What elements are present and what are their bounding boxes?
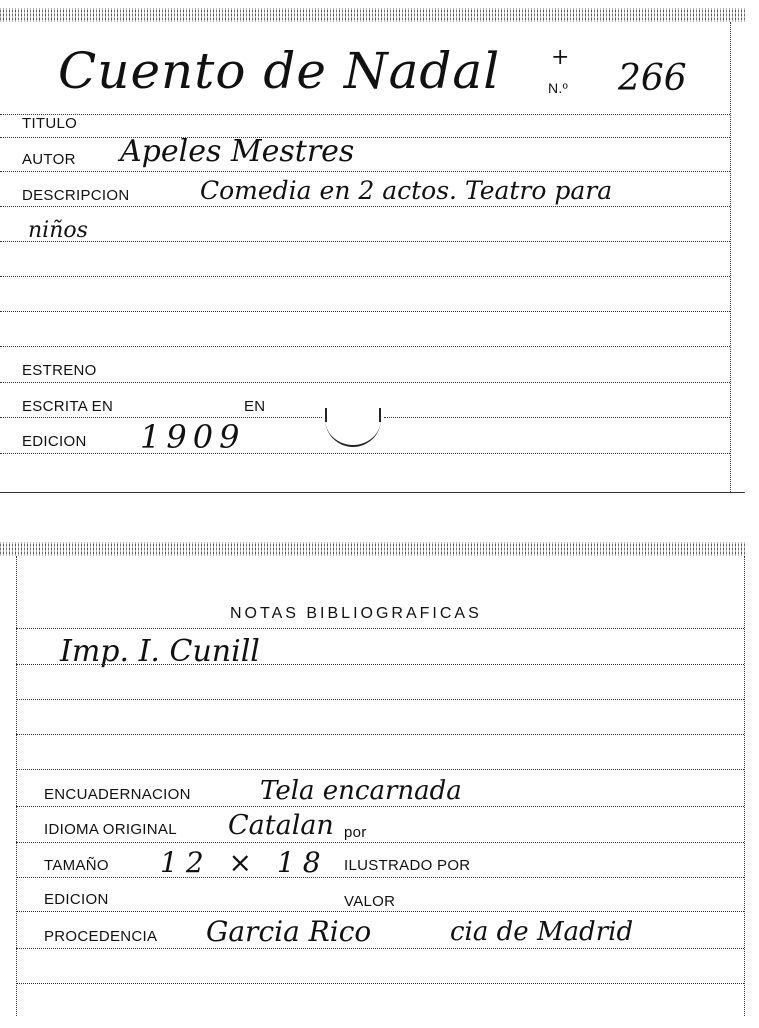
card-2-right-border (744, 556, 745, 1016)
rule (0, 311, 730, 312)
rule (16, 983, 744, 984)
punch-hole (325, 405, 381, 447)
rule (16, 628, 744, 629)
provenance-value: Garcia Rico (206, 915, 372, 948)
rule (0, 453, 730, 454)
rule (0, 276, 730, 277)
author-label: AUTOR (22, 151, 76, 168)
size-label: TAMAÑO (44, 857, 109, 874)
provenance-label: PROCEDENCIA (44, 928, 158, 945)
value-label: VALOR (344, 893, 396, 910)
edition-label: EDICION (22, 433, 87, 450)
written-en-label: EN (244, 398, 266, 415)
rule (16, 734, 744, 735)
language-por-label: por (344, 824, 367, 841)
written-label: ESCRITA EN (22, 398, 114, 415)
rule (16, 699, 744, 700)
card-1-bottom-border (0, 492, 745, 493)
language-label: IDIOMA ORIGINAL (44, 821, 177, 838)
edition-value: 1909 (140, 418, 246, 456)
card-2-left-border (16, 556, 17, 1016)
card-1-right-border (730, 22, 731, 492)
rule (0, 206, 730, 207)
number-label: N.º (548, 80, 569, 96)
rule (0, 171, 730, 172)
rule (384, 417, 730, 418)
author-value: Apeles Mestres (120, 134, 355, 169)
rule (16, 842, 744, 843)
binding-label: ENCUADERNACION (44, 786, 191, 803)
rule (16, 877, 744, 878)
rule (0, 382, 730, 383)
rule (0, 114, 730, 115)
card-2-top-edge (0, 542, 745, 556)
binding-value: Tela encarnada (260, 776, 462, 806)
rule (0, 346, 730, 347)
title-value: Cuento de Nadal (58, 42, 501, 100)
rule (16, 664, 744, 665)
description-continued: niños (28, 218, 88, 243)
description-value: Comedia en 2 actos. Teatro para (200, 176, 613, 205)
rule (0, 137, 730, 138)
edition-label-2: EDICION (44, 891, 109, 908)
rule (0, 241, 730, 242)
illustrated-label: ILUSTRADO POR (344, 857, 471, 874)
description-label: DESCRIPCION (22, 187, 130, 204)
card-1-top-edge (0, 8, 745, 22)
rule (16, 806, 744, 807)
notes-value: Imp. I. Cunill (60, 634, 260, 669)
rule (16, 769, 744, 770)
rule (16, 948, 744, 949)
cross-mark: + (551, 45, 570, 70)
provenance-value-2: cia de Madrid (450, 917, 634, 947)
size-value: 12 × 18 (160, 846, 329, 879)
rule (16, 911, 744, 912)
number-value: 266 (618, 58, 687, 99)
premiere-label: ESTRENO (22, 362, 97, 379)
language-value: Catalan (228, 810, 334, 841)
title-label: TITULO (22, 115, 78, 132)
notes-heading: NOTAS BIBLIOGRAFICAS (230, 605, 482, 622)
